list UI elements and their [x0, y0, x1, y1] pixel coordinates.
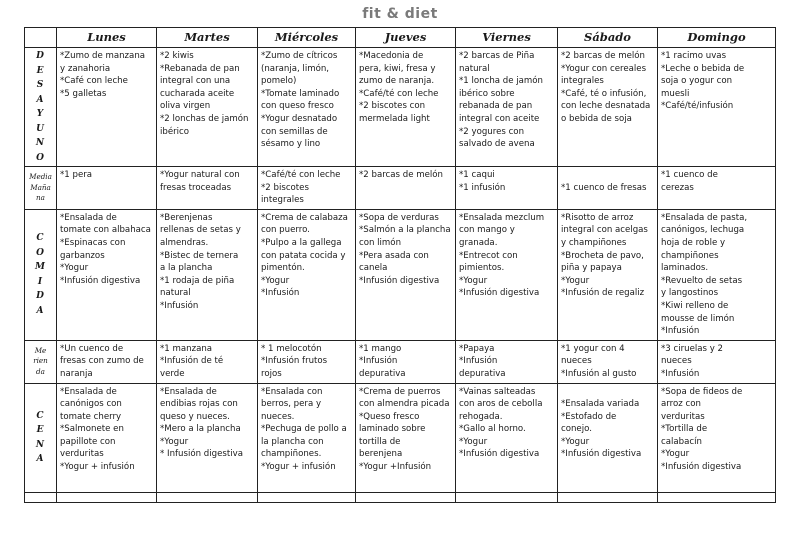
meal-cell: *Yogur natural con fresas troceadas	[157, 167, 258, 210]
meal-label: Media Maña na	[25, 167, 57, 210]
meal-row-merienda	[25, 340, 776, 383]
meal-label: C E N A	[25, 383, 57, 492]
meal-cell: *Café/té con leche *2 biscotes integrales	[258, 167, 356, 210]
meal-cell: *Zumo de cítricos (naranja, limón, pomelo) *Tomate laminado con queso fresco *Yogur desnatado con semillas de sésamo y lino	[258, 48, 356, 167]
meal-row-comida	[25, 209, 776, 340]
meal-cell: *Crema de calabaza con puerro. *Pulpo a la gallega con patata cocida y pimentón. *Yogur *Infusión	[258, 209, 356, 340]
meal-cell: *Crema de puerros con almendra picada *Queso fresco laminado sobre tortilla de berenjena *Yogur +Infusión	[356, 383, 456, 492]
empty-cell	[356, 492, 456, 502]
meal-cell: *Ensalada variada *Estofado de conejo. *Yogur *Infusión digestiva	[558, 383, 658, 492]
meal-cell: *3 ciruelas y 2 nueces *Infusión	[658, 340, 776, 383]
day-header: Lunes	[57, 28, 157, 48]
meal-cell: *1 caqui *1 infusión	[456, 167, 558, 210]
meal-cell: *Papaya *Infusión depurativa	[456, 340, 558, 383]
empty-cell	[456, 492, 558, 502]
meal-cell: *Ensalada de canónigos con tomate cherry *Salmonete en papillote con verduritas *Yogur + infusión	[57, 383, 157, 492]
meal-cell: *Ensalada de tomate con albahaca *Espinacas con garbanzos *Yogur *Infusión digestiva	[57, 209, 157, 340]
corner-cell	[25, 28, 57, 48]
meal-cell: *Zumo de manzana y zanahoria *Café con leche *5 galletas	[57, 48, 157, 167]
meal-cell: *2 barcas de Piña natural *1 loncha de jamón ibérico sobre rebanada de pan integral con aceite *2 yogures con salvado de avena	[456, 48, 558, 167]
meal-cell: *1 mango *Infusión depurativa	[356, 340, 456, 383]
diet-plan-table	[24, 27, 776, 503]
meal-cell: *2 barcas de melón	[356, 167, 456, 210]
meal-cell: *Risotto de arroz integral con acelgas y champiñones *Brocheta de pavo, piña y papaya *Yogur *Infusión de regaliz	[558, 209, 658, 340]
empty-cell	[25, 492, 57, 502]
meal-cell: *Vainas salteadas con aros de cebolla rehogada. *Gallo al horno. *Yogur *Infusión digestiva	[456, 383, 558, 492]
empty-cell	[658, 492, 776, 502]
day-header: Miércoles	[258, 28, 356, 48]
meal-cell: *1 manzana *Infusión de té verde	[157, 340, 258, 383]
meal-cell: *Un cuenco de fresas con zumo de naranja	[57, 340, 157, 383]
empty-cell	[258, 492, 356, 502]
meal-cell: *2 kiwis *Rebanada de pan integral con una cucharada aceite oliva virgen *2 lonchas de jamón ibérico	[157, 48, 258, 167]
meal-cell: *Ensalada con berros, pera y nueces. *Pechuga de pollo a la plancha con champiñones. *Yogur + infusión	[258, 383, 356, 492]
meal-cell: *Sopa de fideos de arroz con verduritas *Tortilla de calabacín *Yogur *Infusión digestiva	[658, 383, 776, 492]
meal-cell: *1 cuenco de fresas	[558, 167, 658, 210]
meal-label: Me rien da	[25, 340, 57, 383]
meal-cell: *1 racimo uvas *Leche o bebida de soja o yogur con muesli *Café/té/infusión	[658, 48, 776, 167]
empty-cell	[157, 492, 258, 502]
empty-cell	[57, 492, 157, 502]
day-header: Jueves	[356, 28, 456, 48]
meal-row-media-manana	[25, 167, 776, 210]
meal-cell: *Ensalada de pasta, canónigos, lechuga hoja de roble y champiñones laminados. *Revuelto de setas y langostinos *Kiwi relleno de mousse de limón *Infusión	[658, 209, 776, 340]
meal-label: C O M I D A	[25, 209, 57, 340]
meal-cell: *1 cuenco de cerezas	[658, 167, 776, 210]
day-header: Viernes	[456, 28, 558, 48]
meal-cell: *Ensalada de endibias rojas con queso y nueces. *Mero a la plancha *Yogur * Infusión digestiva	[157, 383, 258, 492]
meal-cell: *2 barcas de melón *Yogur con cereales integrales *Café, té o infusión, con leche desnatada o bebida de soja	[558, 48, 658, 167]
header-row	[25, 28, 776, 48]
page-title: fit & diet	[362, 6, 438, 22]
meal-row-desayuno	[25, 48, 776, 167]
meal-label: D E S A Y U N O	[25, 48, 57, 167]
meal-cell: *Sopa de verduras *Salmón a la plancha con limón *Pera asada con canela *Infusión digestiva	[356, 209, 456, 340]
day-header: Domingo	[658, 28, 776, 48]
meal-cell: *Berenjenas rellenas de setas y almendras. *Bistec de ternera a la plancha *1 rodaja de piña natural *Infusión	[157, 209, 258, 340]
empty-row	[25, 492, 776, 502]
meal-row-cena	[25, 383, 776, 492]
meal-cell: *1 pera	[57, 167, 157, 210]
day-header: Sábado	[558, 28, 658, 48]
meal-cell: *1 yogur con 4 nueces *Infusión al gusto	[558, 340, 658, 383]
day-header: Martes	[157, 28, 258, 48]
meal-cell: *Macedonia de pera, kiwi, fresa y zumo de naranja. *Café/té con leche *2 biscotes con mermelada light	[356, 48, 456, 167]
meal-cell: * 1 melocotón *Infusión frutos rojos	[258, 340, 356, 383]
meal-cell: *Ensalada mezclum con mango y granada. *Entrecot con pimientos. *Yogur *Infusión digestiva	[456, 209, 558, 340]
empty-cell	[558, 492, 658, 502]
